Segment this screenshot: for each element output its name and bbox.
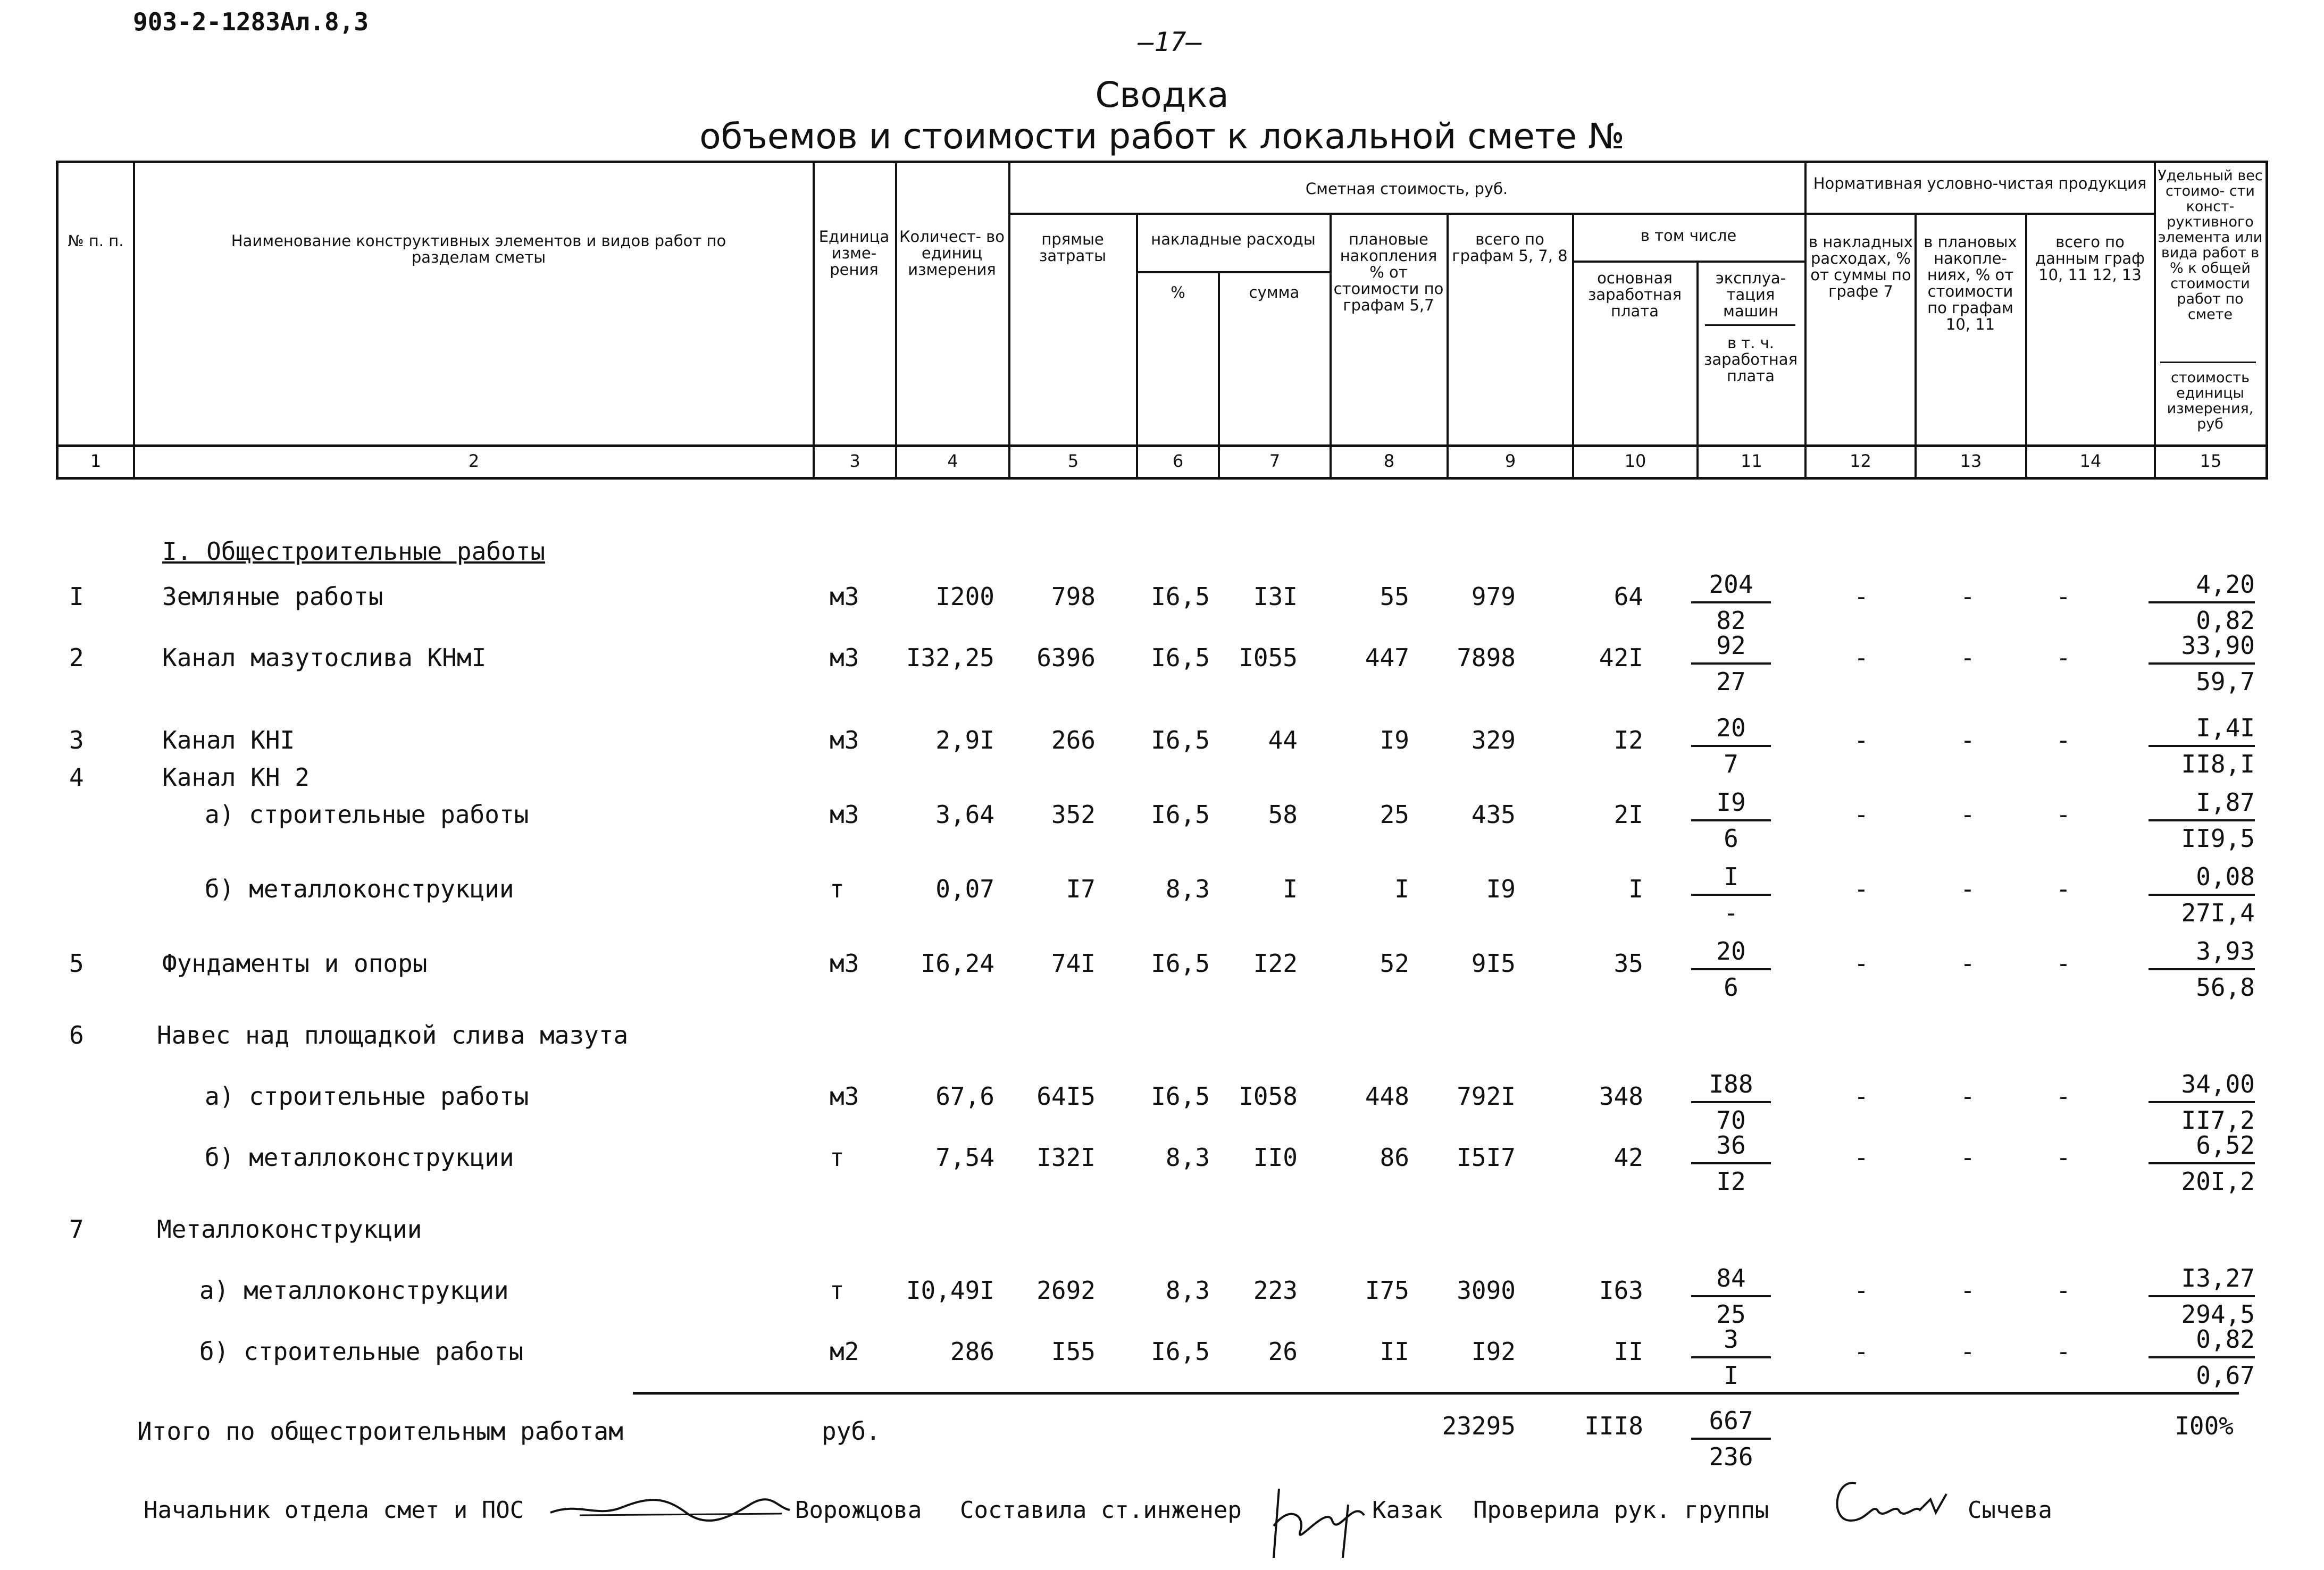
row-name: Канал КН 2	[162, 763, 310, 792]
row-machines: $\frac{204}{82}$	[1691, 567, 1771, 637]
header-col-ovh-pct: %	[1171, 283, 1185, 301]
row-norm-ovh: -	[1854, 643, 1869, 672]
row-norm-ovh: -	[1854, 1143, 1869, 1172]
document-code: 903-2-1283Ал.8,3	[133, 7, 369, 36]
row-direct: 798	[1051, 582, 1096, 611]
colnum-7: 7	[1269, 451, 1281, 471]
total-unit: руб.	[822, 1417, 881, 1446]
row-total: 9I5	[1471, 949, 1516, 978]
header-col-unit-cost: стоимость единицы измерения, руб	[2167, 370, 2254, 432]
row-ovh-sum: I	[1283, 875, 1298, 903]
row-unit: м2	[830, 1337, 859, 1366]
row-norm-ovh: -	[1854, 726, 1869, 754]
row-norm-total: -	[2056, 800, 2071, 829]
row-share: 33,90 59,7	[2149, 628, 2255, 699]
row-name: б) строительные работы	[199, 1337, 524, 1366]
row-qty: 286	[950, 1337, 994, 1366]
page-subtitle: объемов и стоимости работ к локальной смете №	[699, 116, 1625, 157]
row-unit: т	[830, 1143, 845, 1172]
row-ovh-pct: I6,5	[1151, 800, 1210, 829]
colnum-2: 2	[468, 451, 480, 471]
header-group-incl: в том числе	[1640, 226, 1737, 245]
row-unit: м3	[830, 726, 859, 754]
row-share: I3,27 294,5	[2149, 1261, 2255, 1331]
row-number: 3	[69, 726, 84, 754]
header-col-total: всего по графам 5, 7, 8	[1452, 230, 1568, 265]
header-group-cost: Сметная стоимость, руб.	[1305, 180, 1508, 198]
row-share: 4,20 0,82	[2149, 567, 2255, 637]
row-number: 5	[69, 949, 84, 978]
row-qty: I32,25	[906, 643, 994, 672]
row-name: Канал мазутослива КНмI	[162, 643, 487, 672]
row-unit: м3	[830, 582, 859, 611]
row-wage: 35	[1614, 949, 1643, 978]
row-norm-total: -	[2056, 582, 2071, 611]
row-total: 329	[1471, 726, 1516, 754]
row-wage: I2	[1614, 726, 1643, 754]
row-plan: 447	[1365, 643, 1409, 672]
header-col-norm-ovh: в накладных расходах, % от суммы по графе 7	[1809, 233, 1913, 300]
row-norm-plan: -	[1960, 875, 1975, 903]
colnum-5: 5	[1067, 451, 1079, 471]
row-name: Фундаменты и опоры	[162, 949, 428, 978]
row-norm-plan: -	[1960, 800, 1975, 829]
row-wage: 2I	[1614, 800, 1643, 829]
row-share: I,87 II9,5	[2149, 785, 2255, 855]
header-col-norm-total: всего по данным граф 10, 11 12, 13	[2035, 233, 2145, 284]
row-share: 34,00 II7,2	[2149, 1067, 2255, 1137]
colnum-11: 11	[1741, 451, 1762, 471]
row-name: б) металлоконструкции	[205, 1143, 514, 1172]
row-norm-total: -	[2056, 949, 2071, 978]
row-number: 2	[69, 643, 84, 672]
row-unit: м3	[830, 800, 859, 829]
row-ovh-sum: I22	[1253, 949, 1298, 978]
row-total: I5I7	[1457, 1143, 1516, 1172]
row-norm-ovh: -	[1854, 800, 1869, 829]
row-name: а) строительные работы	[205, 800, 529, 829]
row-wage: I63	[1599, 1276, 1643, 1305]
total-sum: 23295	[1442, 1412, 1516, 1440]
signature-head-label: Начальник отдела смет и ПОС	[144, 1497, 524, 1524]
header-col-norm-plan: в плановых накопле- ниях, % от стоимости по графам 10, 11	[1924, 233, 2017, 333]
total-label: Итого по общестроительным работам	[137, 1417, 623, 1446]
row-unit: м3	[830, 643, 859, 672]
row-ovh-pct: I6,5	[1151, 949, 1210, 978]
header-col-unit: Единица изме- рения	[818, 228, 890, 279]
row-norm-total: -	[2056, 1082, 2071, 1111]
header-group-overhead: накладные расходы	[1151, 230, 1316, 248]
row-share: I,4I II8,I	[2149, 711, 2255, 781]
row-ovh-pct: 8,3	[1165, 1143, 1210, 1172]
row-share: 0,82 0,67	[2149, 1322, 2255, 1392]
header-col-machines-wage: в т. ч. заработная плата	[1703, 334, 1798, 385]
row-norm-total: -	[2056, 643, 2071, 672]
row-qty: 2,9I	[935, 726, 994, 754]
row-share: 6,52 20I,2	[2149, 1128, 2255, 1198]
row-norm-total: -	[2056, 1276, 2071, 1305]
row-ovh-pct: 8,3	[1165, 1276, 1210, 1305]
row-norm-total: -	[2056, 726, 2071, 754]
row-number: I	[69, 582, 84, 611]
row-total: 979	[1471, 582, 1516, 611]
row-wage: 64	[1614, 582, 1643, 611]
row-total: 3090	[1457, 1276, 1516, 1305]
row-ovh-pct: I6,5	[1151, 643, 1210, 672]
row-plan: II	[1380, 1337, 1409, 1366]
row-wage: I	[1628, 875, 1643, 903]
row-direct: 74I	[1051, 949, 1096, 978]
colnum-4: 4	[947, 451, 958, 471]
row-ovh-sum: II0	[1253, 1143, 1298, 1172]
row-norm-ovh: -	[1854, 875, 1869, 903]
row-ovh-sum: 26	[1268, 1337, 1298, 1366]
row-ovh-sum: 44	[1268, 726, 1298, 754]
colnum-13: 13	[1960, 451, 1982, 471]
row-total: 792I	[1457, 1082, 1516, 1111]
row-unit: м3	[830, 949, 859, 978]
row-ovh-pct: I6,5	[1151, 1337, 1210, 1366]
row-norm-plan: -	[1960, 1337, 1975, 1366]
row-ovh-sum: 223	[1253, 1276, 1298, 1305]
row-machines: $\frac{20}{7}$	[1691, 711, 1771, 781]
row-norm-plan: -	[1960, 582, 1975, 611]
row-plan: 52	[1380, 949, 1409, 978]
row-machines: $\frac{36}{I2}$	[1691, 1128, 1771, 1198]
row-norm-plan: -	[1960, 726, 1975, 754]
row-name: а) металлоконструкции	[199, 1276, 509, 1305]
row-ovh-sum: 58	[1268, 800, 1298, 829]
header-col-machines: эксплуа- тация машин	[1715, 269, 1786, 320]
row-norm-plan: -	[1960, 1143, 1975, 1172]
row-wage: II	[1614, 1337, 1643, 1366]
row-machines: $\frac{84}{25}$	[1691, 1261, 1771, 1331]
row-direct: 352	[1051, 800, 1096, 829]
row-number: 4	[69, 763, 84, 792]
row-direct: I7	[1066, 875, 1096, 903]
row-name: Канал КНI	[162, 726, 295, 754]
header-col-share: Удельный вес стоимо- сти конст- руктивного элемента или вида работ в % к общей стоимости работ по смете	[2158, 167, 2263, 323]
row-plan: I9	[1380, 726, 1409, 754]
signature-compiled-name: Казак	[1372, 1497, 1443, 1524]
row-ovh-pct: I6,5	[1151, 582, 1210, 611]
row-unit: т	[830, 1276, 845, 1305]
row-machines: I -	[1691, 860, 1771, 930]
row-wage: 42	[1614, 1143, 1643, 1172]
row-direct: I55	[1051, 1337, 1096, 1366]
row-norm-ovh: -	[1854, 582, 1869, 611]
row-plan: I	[1394, 875, 1409, 903]
colnum-3: 3	[849, 451, 860, 471]
header-col-wage: основная заработная плата	[1587, 269, 1682, 320]
row-qty: 7,54	[935, 1143, 994, 1172]
header-col-name: Наименование конструктивных элементов и видов работ по разделам сметы	[231, 232, 726, 266]
row-norm-total: -	[2056, 1143, 2071, 1172]
row-unit: м3	[830, 1082, 859, 1111]
row-norm-total: -	[2056, 1337, 2071, 1366]
row-name: Навес над площадкой слива мазута	[157, 1021, 629, 1050]
row-machines: $\frac{I9}{6}$	[1691, 785, 1771, 855]
row-ovh-pct: 8,3	[1165, 875, 1210, 903]
signature-checked-name: Сычева	[1968, 1497, 2052, 1524]
row-qty: I200	[935, 582, 994, 611]
colnum-6: 6	[1172, 451, 1184, 471]
row-unit: т	[830, 875, 845, 903]
row-plan: 25	[1380, 800, 1409, 829]
colnum-8: 8	[1383, 451, 1395, 471]
row-total: I92	[1471, 1337, 1516, 1366]
row-number: 6	[69, 1021, 84, 1050]
row-qty: I6,24	[921, 949, 994, 978]
row-name: Земляные работы	[162, 582, 383, 611]
row-number: 7	[69, 1215, 84, 1244]
signature-head-name: Ворожцова	[795, 1497, 922, 1524]
row-direct: 6396	[1036, 643, 1096, 672]
header-col-direct: прямые затраты	[1039, 230, 1107, 265]
signature-head-scribble	[548, 1491, 792, 1523]
row-norm-ovh: -	[1854, 1082, 1869, 1111]
section-title: I. Общестроительные работы	[162, 537, 546, 566]
row-plan: 55	[1380, 582, 1409, 611]
row-plan: 448	[1365, 1082, 1409, 1111]
colnum-12: 12	[1850, 451, 1871, 471]
row-norm-plan: -	[1960, 1276, 1975, 1305]
row-ovh-pct: I6,5	[1151, 726, 1210, 754]
row-share: 3,93 56,8	[2149, 934, 2255, 1004]
row-ovh-sum: I055	[1239, 643, 1298, 672]
signature-compiled-scribble	[1268, 1483, 1375, 1563]
row-qty: 3,64	[935, 800, 994, 829]
row-machines: $\frac{3}{I}$	[1691, 1322, 1771, 1392]
row-share: 0,08 27I,4	[2149, 860, 2255, 930]
row-wage: 348	[1599, 1082, 1643, 1111]
row-name: а) строительные работы	[205, 1082, 529, 1111]
row-direct: 2692	[1036, 1276, 1096, 1305]
colnum-10: 10	[1624, 451, 1646, 471]
row-direct: 64I5	[1036, 1082, 1096, 1111]
total-divider	[633, 1392, 2239, 1395]
header-group-norm: Нормативная условно-чистая продукция	[1813, 174, 2147, 192]
row-ovh-sum: I3I	[1253, 582, 1298, 611]
page-title: Сводка	[1095, 74, 1229, 115]
row-ovh-pct: I6,5	[1151, 1082, 1210, 1111]
signature-checked-scribble	[1824, 1473, 1952, 1531]
row-name: Металлоконструкции	[157, 1215, 422, 1244]
total-share: I00%	[2175, 1412, 2234, 1440]
row-qty: 0,07	[935, 875, 994, 903]
row-wage: 42I	[1599, 643, 1643, 672]
row-norm-ovh: -	[1854, 949, 1869, 978]
row-machines: $\frac{20}{6}$	[1691, 934, 1771, 1004]
row-norm-total: -	[2056, 875, 2071, 903]
colnum-9: 9	[1504, 451, 1516, 471]
row-norm-plan: -	[1960, 1082, 1975, 1111]
row-norm-ovh: -	[1854, 1276, 1869, 1305]
row-direct: I32I	[1036, 1143, 1096, 1172]
row-qty: I0,49I	[906, 1276, 994, 1305]
total-wage: III8	[1584, 1412, 1643, 1440]
colnum-1: 1	[90, 451, 102, 471]
row-plan: 86	[1380, 1143, 1409, 1172]
header-col-qty: Количест- во единиц измерения	[899, 228, 1005, 279]
row-name: б) металлоконструкции	[205, 875, 514, 903]
signature-checked-label: Проверила рук. группы	[1473, 1497, 1769, 1524]
row-plan: I75	[1365, 1276, 1409, 1305]
header-col-plan: плановые накопления % от стоимости по графам 5,7	[1333, 230, 1444, 314]
colnum-15: 15	[2200, 451, 2222, 471]
row-total: 435	[1471, 800, 1516, 829]
row-machines: $\frac{I88}{70}$	[1691, 1067, 1771, 1137]
header-col-ovh-sum: сумма	[1249, 283, 1300, 301]
header-col-number: № п. п.	[68, 232, 124, 250]
row-qty: 67,6	[935, 1082, 994, 1111]
row-norm-plan: -	[1960, 949, 1975, 978]
row-total: I9	[1486, 875, 1516, 903]
row-norm-ovh: -	[1854, 1337, 1869, 1366]
total-machines: $\frac{667}{236}$	[1691, 1404, 1771, 1474]
signature-compiled-label: Составила ст.инженер	[960, 1497, 1242, 1524]
row-direct: 266	[1051, 726, 1096, 754]
row-machines: $\frac{92}{27}$	[1691, 628, 1771, 699]
colnum-14: 14	[2079, 451, 2102, 471]
row-ovh-sum: I058	[1239, 1082, 1298, 1111]
row-total: 7898	[1457, 643, 1516, 672]
page-number: —17—	[1138, 27, 1202, 57]
row-norm-plan: -	[1960, 643, 1975, 672]
